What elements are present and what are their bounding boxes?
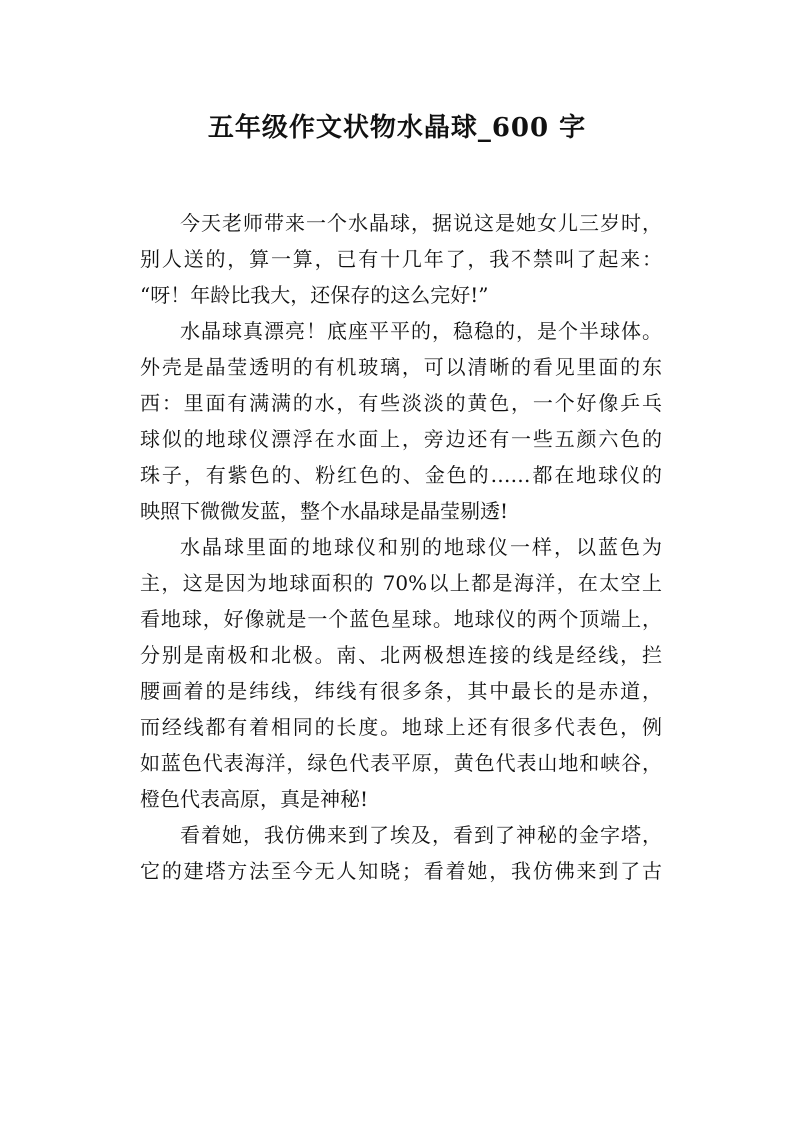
- paragraph-2: [140, 313, 662, 529]
- paragraph-line: 而经线都有着相同的长度。地球上还有很多代表色，例: [140, 715, 662, 739]
- paragraph-line: “呀！年龄比我大，还保存的这么完好!”: [140, 283, 489, 307]
- document-body: [140, 205, 662, 889]
- paragraph-3: [140, 529, 662, 817]
- paragraph-line: 腰画着的是纬线，纬线有很多条，其中最长的是赤道，: [140, 679, 662, 703]
- paragraph-line: 水晶球真漂亮！底座平平的，稳稳的，是个半球体。: [180, 319, 662, 343]
- paragraph-line: 水晶球里面的地球仪和别的地球仪一样，以蓝色为: [180, 535, 662, 559]
- paragraph-1: [140, 205, 662, 313]
- paragraph-line: 橙色代表高原，真是神秘!: [140, 787, 369, 811]
- document-title: 五年级作文状物水晶球_600 字: [207, 113, 587, 143]
- paragraph-4: [140, 817, 662, 889]
- paragraph-line: 看地球，好像就是一个蓝色星球。地球仪的两个顶端上，: [140, 607, 662, 631]
- paragraph-line: 主，这是因为地球面积的 70%以上都是海洋，在太空上: [140, 571, 662, 595]
- paragraph-line: 珠子，有紫色的、粉红色的、金色的……都在地球仪的: [140, 463, 662, 487]
- paragraph-line: 它的建塔方法至今无人知晓；看着她，我仿佛来到了古: [140, 859, 662, 883]
- paragraph-line: 看着她，我仿佛来到了埃及，看到了神秘的金字塔，: [180, 823, 662, 847]
- paragraph-line: 西：里面有满满的水，有些淡淡的黄色，一个好像乒乓: [140, 391, 662, 415]
- paragraph-line: 别人送的，算一算，已有十几年了，我不禁叫了起来：: [140, 247, 662, 271]
- paragraph-line: 球似的地球仪漂浮在水面上，旁边还有一些五颜六色的: [140, 427, 662, 451]
- paragraph-line: 映照下微微发蓝，整个水晶球是晶莹剔透!: [140, 499, 509, 523]
- paragraph-line: 外壳是晶莹透明的有机玻璃，可以清晰的看见里面的东: [140, 355, 662, 379]
- paragraph-line: 今天老师带来一个水晶球，据说这是她女儿三岁时，: [180, 211, 662, 235]
- paragraph-line: 如蓝色代表海洋，绿色代表平原，黄色代表山地和峡谷，: [140, 751, 662, 775]
- paragraph-line: 分别是南极和北极。南、北两极想连接的线是经线，拦: [140, 643, 662, 667]
